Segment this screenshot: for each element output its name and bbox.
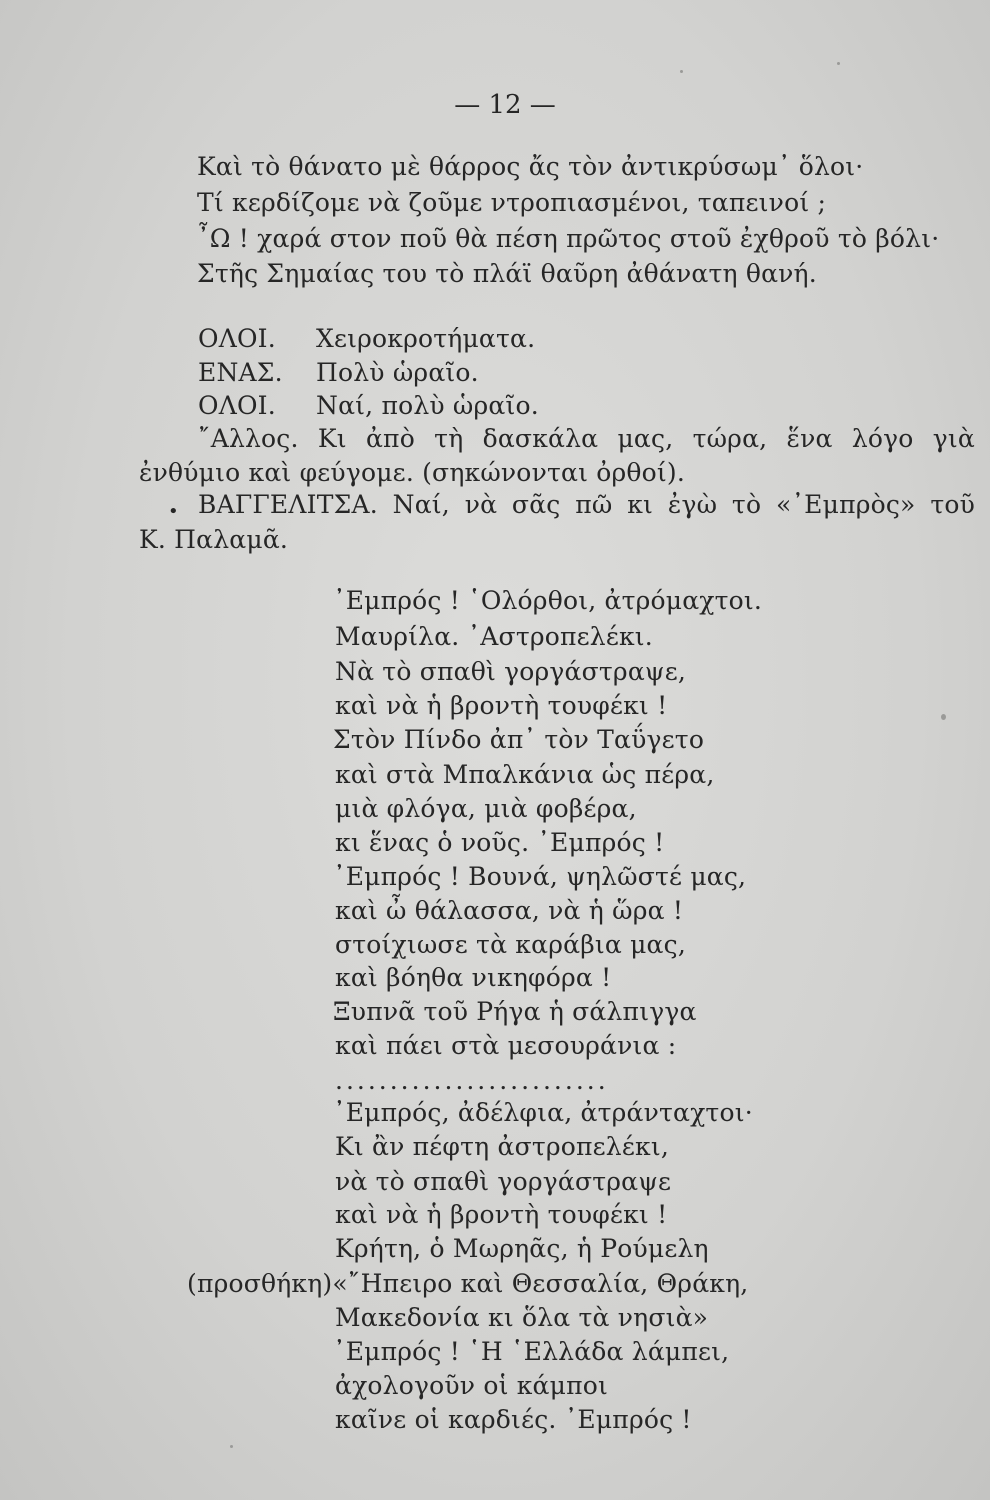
speech-line: Καὶ τὸ θάνατο μὲ θάρρος ἄς τὸν ἀντικρύσωμ᾿ ὅλοι· <box>197 152 864 181</box>
poem-line: καὶ νὰ ἡ βροντὴ τουφέκι ! <box>335 1200 668 1229</box>
poem-line: ἀχολογοῦν οἱ κάμποι <box>335 1371 608 1400</box>
poem-line: ᾿Εμπρός ! ῾Ολόρθοι, ἀτρόμαχτοι. <box>333 586 763 615</box>
speaker-name: ΕΝΑΣ. <box>198 358 283 387</box>
poem-line: Ξυπνᾶ τοῦ Ρήγα ἡ σάλπιγγα <box>333 997 697 1026</box>
poem-line: καὶ βόηθα νικηφόρα ! <box>335 963 612 992</box>
paper-speck <box>941 714 946 720</box>
poem-line: Κρήτη, ὁ Μωρηᾶς, ἡ Ρούμελη <box>335 1234 709 1263</box>
page-number: — 12 — <box>454 90 556 120</box>
paper-speck <box>837 62 840 65</box>
poem-line: ᾿Εμπρός, ἀδέλφια, ἀτράνταχτοι· <box>333 1098 753 1127</box>
poem-line: Μαυρίλα. ᾿Αστροπελέκι. <box>335 622 653 651</box>
speech-line: Στῆς Σημαίας του τὸ πλάϊ θαῦρη ἀθάνατη θανή. <box>197 259 817 288</box>
dialogue-line <box>198 324 535 354</box>
speaker-text: Ναί, πολὺ ὡραῖο. <box>316 391 539 420</box>
poem-line: καὶ ὦ θάλασσα, νὰ ἡ ὥρα ! <box>335 896 684 925</box>
speech-line: ῏Ω ! χαρά στον ποῦ θὰ πέση πρῶτος στοῦ ἐχθροῦ τὸ βόλι· <box>197 224 940 253</box>
paper-speck <box>230 1445 233 1448</box>
vangelitsa-line: ΒΑΓΓΕΛΙΤΣΑ. Ναί, νὰ σᾶς πῶ κι ἐγὼ τὸ «᾿Εμπρὸς» τοῦ <box>198 490 975 519</box>
poem-line: Μακεδονία κι ὅλα τὰ νησιὰ» <box>335 1303 709 1332</box>
dialogue-line <box>198 391 539 421</box>
poem-line: Νὰ τὸ σπαθὶ γοργάστραψε, <box>335 657 687 686</box>
poem-line: κι ἕνας ὁ νοῦς. ᾿Εμπρός ! <box>335 828 665 857</box>
poem-line-addition: (προσθήκη)«῎Ηπειρο καὶ Θεσσαλία, Θράκη, <box>187 1269 749 1298</box>
speaker-text: Χειροκροτήματα. <box>316 324 536 353</box>
bullet-mark: • <box>168 501 179 522</box>
speech-line: Τί κερδίζομε νὰ ζοῦμε ντροπιασμένοι, ταπεινοί ; <box>197 188 827 217</box>
poem-line: καῖνε οἱ καρδιές. ᾿Εμπρός ! <box>335 1405 692 1434</box>
poem-line: ᾿Εμπρός ! Βουνά, ψηλῶστέ μας, <box>333 862 747 891</box>
allos-line: ῎Αλλος. Κι ἀπὸ τὴ δασκάλα μας, τώρα, ἕνα λόγο γιὰ <box>198 424 975 453</box>
allos-line-cont: ἐνθύμιο καὶ φεύγομε. (σηκώνονται ὀρθοί). <box>139 458 685 487</box>
speaker-text: Πολὺ ὡραῖο. <box>316 358 479 387</box>
poem-line: ᾿Εμπρός ! ῾Η ῾Ελλάδα λάμπει, <box>333 1337 730 1366</box>
poem-line: καὶ πάει στὰ μεσουράνια : <box>335 1031 677 1060</box>
poem-line: στοίχιωσε τὰ καράβια μας, <box>335 930 686 959</box>
poem-line: Στὸν Πίνδο ἀπ᾿ τὸν Ταΰγετο <box>333 725 705 754</box>
dialogue-line <box>198 358 479 388</box>
ellipsis-row: ......................... <box>335 1066 609 1095</box>
poem-line: νὰ τὸ σπαθὶ γοργάστραψε <box>335 1167 672 1196</box>
speaker-name: ΟΛΟΙ. <box>198 391 276 420</box>
speaker-name: ΟΛΟΙ. <box>198 324 276 353</box>
vangelitsa-line-cont: Κ. Παλαμᾶ. <box>139 525 289 554</box>
poem-line: μιὰ φλόγα, μιὰ φοβέρα, <box>335 794 637 823</box>
paper-speck <box>680 70 683 73</box>
poem-line: καὶ νὰ ἡ βροντὴ τουφέκι ! <box>335 691 668 720</box>
poem-line: Κι ἂν πέφτη ἀστροπελέκι, <box>335 1132 669 1161</box>
poem-line: καὶ στὰ Μπαλκάνια ὡς πέρα, <box>335 760 715 789</box>
